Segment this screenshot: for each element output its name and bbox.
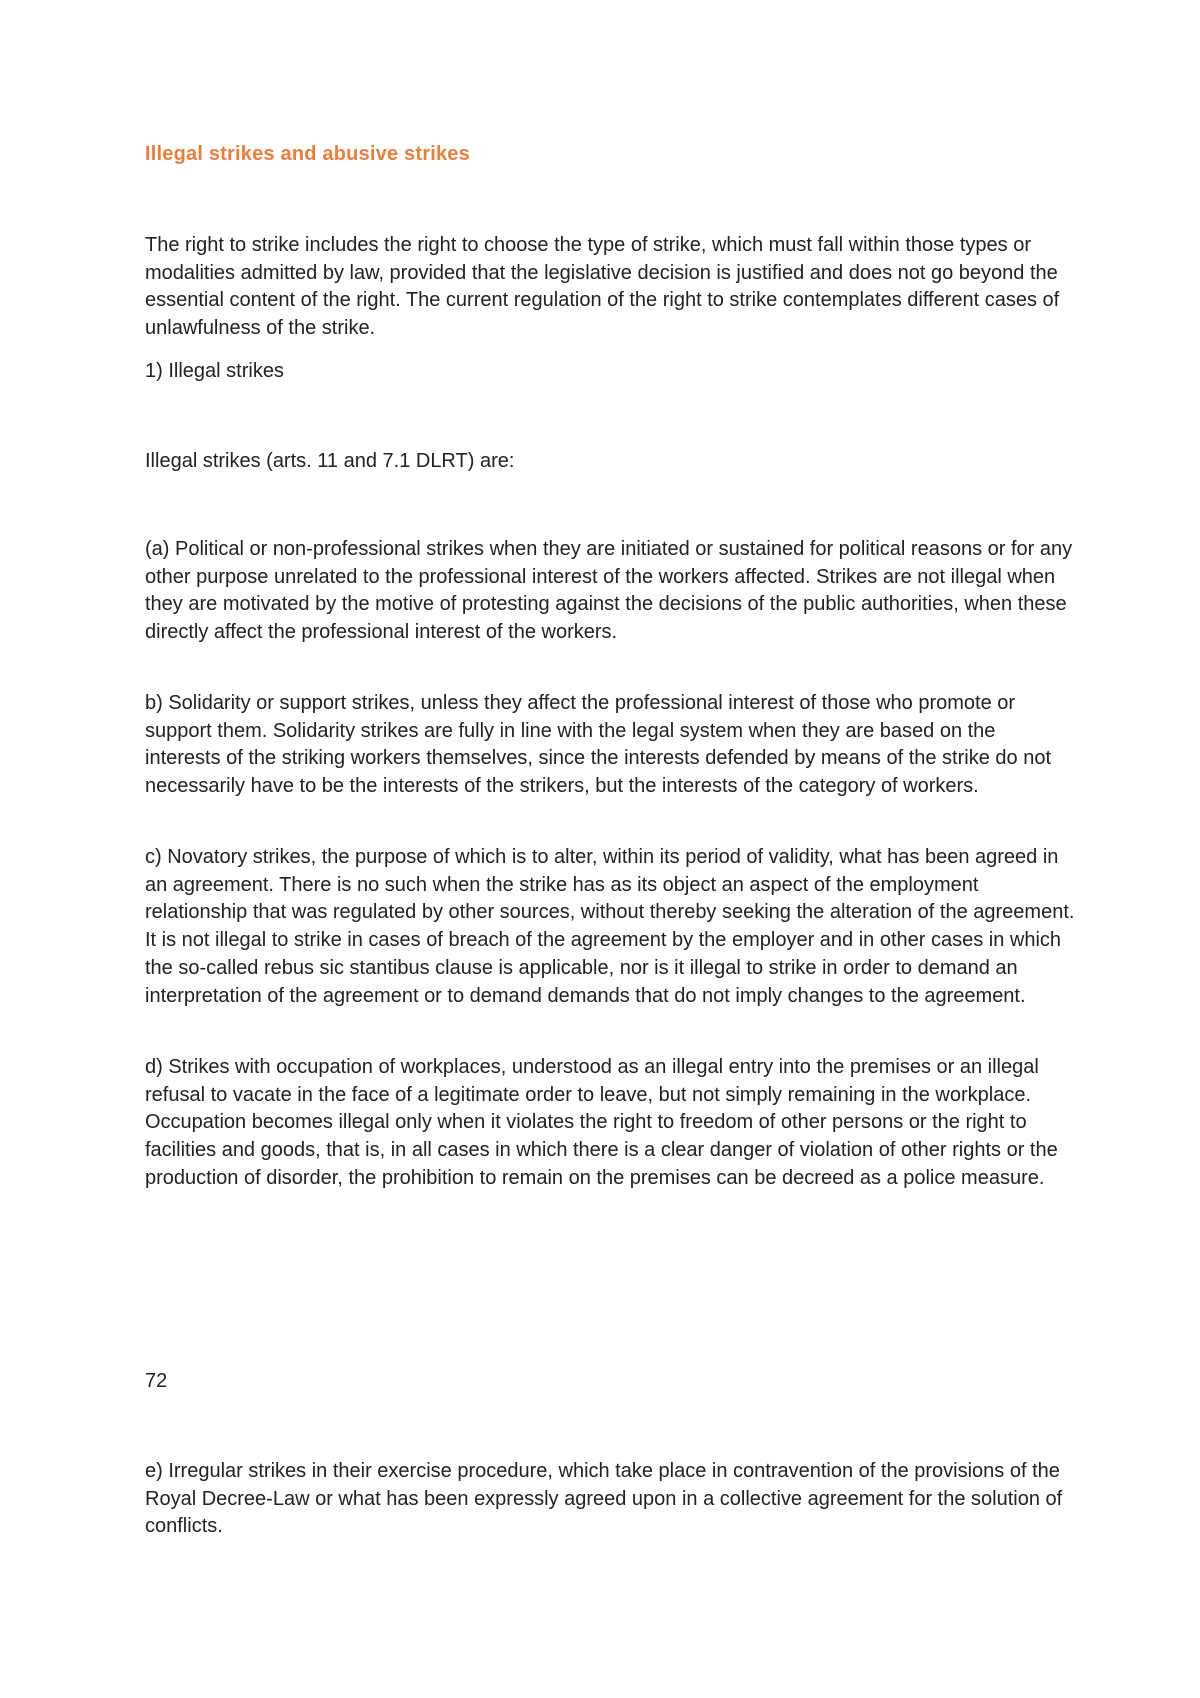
section-heading: Illegal strikes and abusive strikes bbox=[145, 143, 470, 165]
intro-paragraph: The right to strike includes the right to choose the type of strike, which must fall within those types or modalities admitted by law, provided that the legislative decision is justified and does not go beyond the essential content of the right. The current regulation of the right to strike contemplates different cases of unlawfulness of the strike. bbox=[145, 234, 1060, 340]
subsection-title: 1) Illegal strikes bbox=[145, 360, 284, 382]
list-item-e: e) Irregular strikes in their exercise procedure, which take place in contravention of the provisions of the Royal Decree-Law or what has been expressly agreed upon in a collective agreement for the solution of conflicts. bbox=[145, 1460, 1063, 1538]
list-item-a: (a) Political or non-professional strikes when they are initiated or sustained for political reasons or for any other purpose unrelated to the professional interest of the workers affected. Strikes are not illegal when they are motivated by the motive of protesting against the decisions of the public authorities, when these directly affect the professional interest of the workers. bbox=[145, 538, 1073, 644]
list-item-c: c) Novatory strikes, the purpose of which is to alter, within its period of validity, what has been agreed in an agreement. There is no such when the strike has as its object an aspect of the employment relationship that was regulated by other sources, without thereby seeking the alteration of the agreement. It is not illegal to strike in cases of breach of the agreement by the employer and in other cases in which the so-called rebus sic stantibus clause is applicable, nor is it illegal to strike in order to demand an interpretation of the agreement or to demand demands that do not imply changes to the agreement. bbox=[145, 846, 1075, 1007]
lead-paragraph: Illegal strikes (arts. 11 and 7.1 DLRT) are: bbox=[145, 450, 515, 472]
list-item-b: b) Solidarity or support strikes, unless they affect the professional interest of those who promote or support them. Solidarity strikes are fully in line with the legal system when they are based on the interests of the striking workers themselves, since the interests defended by means of the strike do not necessarily have to be the interests of the strikers, but the interests of the category of workers. bbox=[145, 692, 1052, 798]
list-item-d: d) Strikes with occupation of workplaces, understood as an illegal entry into the premises or an illegal refusal to vacate in the face of a legitimate order to leave, but not simply remaining in the workplace. Occupation becomes illegal only when it violates the right to freedom of other persons or the right to facilities and goods, that is, in all cases in which there is a clear danger of violation of other rights or the production of disorder, the prohibition to remain on the premises can be decreed as a police measure. bbox=[145, 1056, 1058, 1189]
page-number: 72 bbox=[145, 1370, 168, 1392]
